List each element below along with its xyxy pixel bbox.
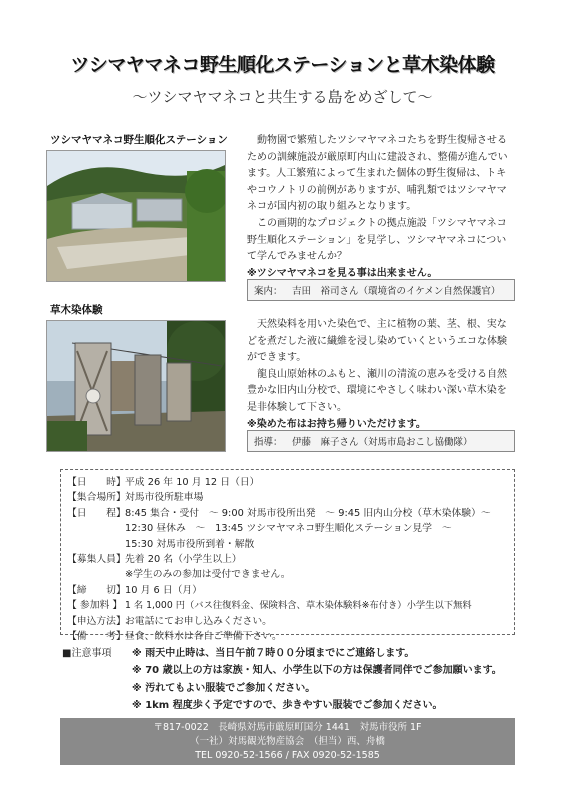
info-value: お電話にてお申し込みください。 (125, 615, 272, 627)
info-row-schedule (67, 506, 508, 552)
footer-phone: TEL 0920-52-1566 / FAX 0920-52-1585 (195, 750, 380, 761)
section1-heading: ツシマヤマネコ野生順化ステーション (50, 134, 228, 146)
info-label: 【日 程】 (67, 507, 126, 519)
info-value: 平成 26 年 10 月 12 日（日） (125, 477, 260, 488)
guide-value: 伊藤 麻子さん（対馬市島おこし協働隊） (292, 437, 473, 448)
notes-item: ※ 汚れてもよい服装でご参加ください。 (132, 682, 316, 694)
info-value: 15:30 対馬市役所到着・解散 (125, 538, 255, 550)
footer-organization: （一社）対馬観光物産協会 （担当）西、舟橋 (190, 736, 385, 747)
info-value: 10 月 6 日（月） (125, 584, 203, 596)
info-row-application (67, 614, 508, 629)
info-row-meeting-place (67, 490, 508, 505)
info-value: 12:30 昼休み ～ 13:45 ツシマヤマネコ野生順化ステーション見学 ～ (125, 523, 452, 535)
info-row-remarks (67, 629, 508, 644)
section1-note: ※ツシマヤマネコを見る事は出来ません。 (247, 267, 438, 279)
info-label: 【集合場所】 (67, 492, 126, 504)
info-row-capacity (67, 552, 508, 583)
section1-paragraph: 動物園で繁殖したツシマヤマネコたちを野生復帰させるための訓練施設が厳原町内山に建設され、整備が進んでいます。人工繁殖によって生まれた個体の野生復帰は、トキやコウノトリの前例がありますが、哺乳類ではツシマヤマネコが国内初の取り組みとなります。 (247, 135, 508, 213)
section2-body (247, 317, 515, 433)
info-row-date (67, 475, 508, 490)
station-photo-illustration (47, 151, 225, 281)
page-subtitle: ～ツシマヤマネコと共生する島をめざして～ (132, 88, 433, 106)
info-row-deadline (67, 583, 508, 598)
notes-section (62, 645, 532, 715)
page-title: ツシマヤマネコ野生順化ステーションと草木染体験 (70, 54, 495, 76)
info-value: ※学生のみの参加は受付できません。 (125, 569, 291, 581)
notes-item: ※ 雨天中止時は、当日午前７時００分頃までにご連絡します。 (132, 648, 415, 659)
info-label: 【申込方法】 (67, 615, 126, 627)
info-label: 【日 時】 (67, 477, 126, 488)
dyeing-photo (46, 320, 226, 452)
notes-item: ※ 1km 程度歩く予定ですので、歩きやすい服装でご参加ください。 (132, 700, 443, 712)
notes-label: ■注意事項 (62, 648, 112, 659)
section2-paragraph: 天然染料を用いた染色で、主に植物の葉、茎、根、実などを煮だした液に繊維を浸し染めていくというエコな体験ができます。 (247, 319, 507, 364)
section1-paragraph: この画期的なプロジェクトの拠点施設「ツシマヤマネコ野生順化ステーション」を見学し、ツシマヤマネコについて学んでみませんか？ (247, 217, 507, 263)
info-value: 対馬市役所駐車場 (125, 492, 204, 504)
notes-item: ※ 70 歳以上の方は家族・知人、小学生以下の方は保護者同伴でご参加願います。 (132, 665, 502, 677)
section2-paragraph: 龍良山原始林のふもと、瀬川の清流の恵みを受ける自然豊かな旧内山分校で、環境にやさしく味わい深い草木染を是非体験して下さい。 (247, 368, 507, 413)
info-row-fee (67, 598, 508, 613)
info-label: 【募集人員】 (67, 554, 126, 566)
section2-guide (247, 430, 515, 452)
footer-address: 〒817-0022 長崎県対馬市厳原町国分 1441 対馬市役所 1F (153, 722, 422, 733)
info-value: 先着 20 名（小学生以上） (125, 554, 242, 566)
dyeing-photo-illustration (47, 321, 225, 451)
event-info-box (60, 469, 515, 643)
info-value: 8:45 集合・受付 ～ 9:00 対馬市役所出発 ～ 9:45 旧内山分校（草木染体験）～ (125, 507, 491, 519)
section1-guide (247, 279, 515, 301)
guide-label: 案内： (254, 286, 283, 297)
station-photo (46, 150, 226, 282)
guide-value: 吉田 裕司さん（環境省のイケメン自然保護官） (292, 286, 501, 297)
guide-label: 指導： (254, 437, 283, 448)
info-value: 1 名 1,000 円（バス往復料金、保険料含、草木染体験料※布付き）小学生以下無料 (125, 600, 472, 612)
section2-note: ※染めた布はお持ち帰りいただけます。 (247, 418, 426, 430)
info-label: 【 参加料 】 (67, 600, 123, 612)
info-value: 昼食、飲料水は各自ご準備下さい。 (125, 631, 282, 643)
section2-heading: 草木染体験 (50, 304, 103, 316)
contact-footer (60, 718, 515, 765)
section1-body (247, 133, 515, 282)
info-label: 【締 切】 (67, 584, 126, 596)
info-label: 【備 考】 (67, 631, 126, 643)
